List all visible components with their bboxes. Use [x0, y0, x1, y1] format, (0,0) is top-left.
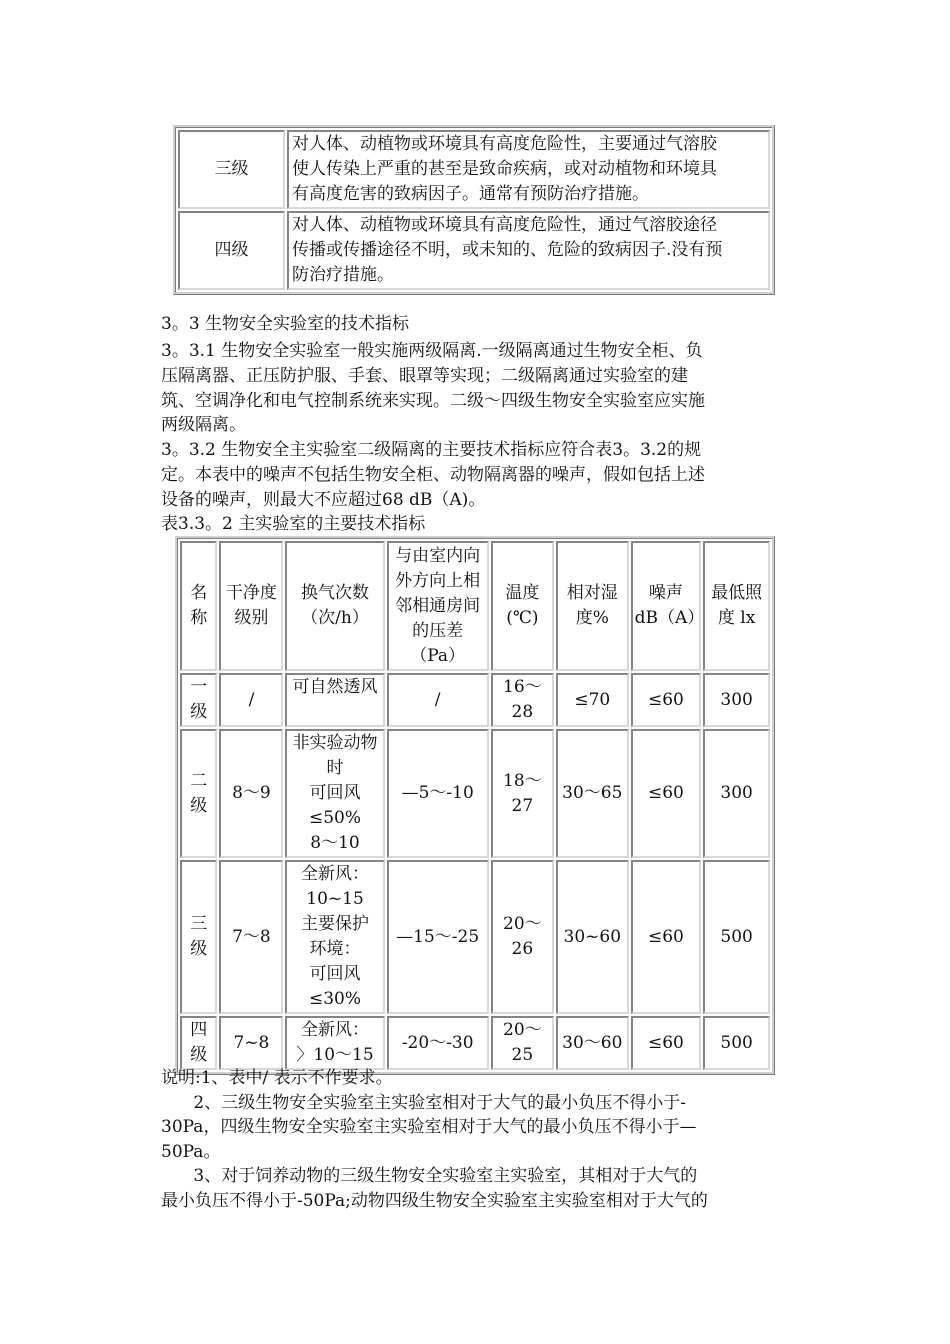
level-cell: 四级 — [178, 211, 285, 290]
header-cell: 换气次数 （次/h） — [285, 541, 384, 671]
paragraph-line: 3。3.1 生物安全实验室一般实施两级隔离.一级隔离通过生物安全柜、负 — [161, 341, 703, 361]
table-cell: 30～60 — [556, 1016, 629, 1070]
table-cell: —15～-25 — [387, 860, 489, 1014]
table-cell: 非实验动物 时 可回风 ≤50% 8～10 — [285, 729, 384, 858]
table-cell: ≤60 — [631, 860, 702, 1014]
paragraph-line: 两级隔离。 — [161, 415, 246, 435]
note-line: 最小负压不得小于-50Pa;动物四级生物安全实验室主实验室相对于大气的 — [161, 1191, 708, 1211]
table-cell: 20～25 — [491, 1016, 554, 1070]
table-cell: 7~8 — [219, 1016, 283, 1070]
table-row — [180, 1016, 770, 1070]
table-cell: 18～27 — [491, 729, 554, 858]
paragraph-line: 定。本表中的噪声不包括生物安全柜、动物隔离器的噪声，假如包括上述 — [161, 465, 705, 485]
hazard-level-table — [173, 125, 775, 295]
table-row — [178, 211, 770, 290]
table-cell: ≤60 — [631, 729, 702, 858]
table-row — [180, 673, 770, 727]
header-cell: 最低照 度 lx — [703, 541, 770, 671]
table-caption: 表3.3。2 主实验室的主要技术指标 — [161, 514, 426, 534]
table-cell: 300 — [703, 673, 770, 727]
header-cell: 噪声 dB（A） — [631, 541, 702, 671]
table-cell: 20～26 — [491, 860, 554, 1014]
table-cell: 8～9 — [219, 729, 283, 858]
header-cell: 温度 (℃) — [491, 541, 554, 671]
note-line: 说明:1、表中/ 表示不作要求。 — [161, 1068, 393, 1088]
header-cell: 相对湿 度% — [556, 541, 629, 671]
paragraph-line: 压隔离器、正压防护服、手套、眼罩等实现；二级隔离通过实验室的建 — [161, 366, 688, 386]
table-cell: 16～28 — [491, 673, 554, 727]
table-cell: 500 — [703, 860, 770, 1014]
paragraph-line: 3。3.2 生物安全主实验室二级隔离的主要技术指标应符合表3。3.2的规 — [161, 440, 702, 460]
description-cell: 对人体、动植物或环境具有高度危险性，主要通过气溶胶 使人传染上严重的甚至是致命疾病，或对动植物和环境具 有高度危害的致病因子。通常有预防治疗措施。 — [287, 130, 770, 209]
table-cell: / — [387, 673, 489, 727]
table-cell: 7～8 — [219, 860, 283, 1014]
table-cell: 四 级 — [180, 1016, 217, 1070]
table-cell: / — [219, 673, 283, 727]
table-row — [180, 860, 770, 1014]
note-line: 2、三级生物安全实验室主实验室相对于大气的最小负压不得小于- — [161, 1093, 686, 1113]
table-cell: —5～-10 — [387, 729, 489, 858]
table-cell: ≤70 — [556, 673, 629, 727]
table-cell: 二 级 — [180, 729, 217, 858]
table-cell: 全新风： 10~15 主要保护 环境： 可回风 ≤30% — [285, 860, 384, 1014]
technical-indicator-table — [175, 536, 775, 1075]
table-cell: -20～-30 — [387, 1016, 489, 1070]
table-cell: 全新风： 〉10～15 — [285, 1016, 384, 1070]
description-cell: 对人体、动植物或环境具有高度危险性，通过气溶胶途径 传播或传播途径不明，或未知的、危险的致病因子.没有预 防治疗措施。 — [287, 211, 770, 290]
table-row — [180, 729, 770, 858]
table-cell: ≤60 — [631, 673, 702, 727]
note-line: 3、对于饲养动物的三级生物安全实验室主实验室，其相对于大气的 — [161, 1166, 698, 1186]
paragraph-line: 设备的噪声，则最大不应超过68 dB（A)。 — [161, 490, 486, 510]
table-cell: 300 — [703, 729, 770, 858]
table-cell: 三 级 — [180, 860, 217, 1014]
section-heading: 3。3 生物安全实验室的技术指标 — [161, 314, 410, 334]
table-cell: 30~60 — [556, 860, 629, 1014]
table-cell: 可自然透风 — [285, 673, 384, 727]
table-header-row — [180, 541, 770, 671]
table-cell: 500 — [703, 1016, 770, 1070]
table-row — [178, 130, 770, 209]
header-cell: 与由室内向 外方向上相 邻相通房间 的压差 （Pa） — [387, 541, 489, 671]
header-cell: 干净度 级别 — [219, 541, 283, 671]
table-cell: 30～65 — [556, 729, 629, 858]
table-cell: ≤60 — [631, 1016, 702, 1070]
level-cell: 三级 — [178, 130, 285, 209]
table-cell: 一 级 — [180, 673, 217, 727]
note-line: 30Pa，四级生物安全实验室主实验室相对于大气的最小负压不得小于— — [161, 1117, 697, 1137]
paragraph-line: 筑、空调净化和电气控制系统来实现。二级～四级生物安全实验室应实施 — [161, 391, 705, 411]
note-line: 50Pa。 — [161, 1142, 221, 1162]
header-cell: 名 称 — [180, 541, 217, 671]
